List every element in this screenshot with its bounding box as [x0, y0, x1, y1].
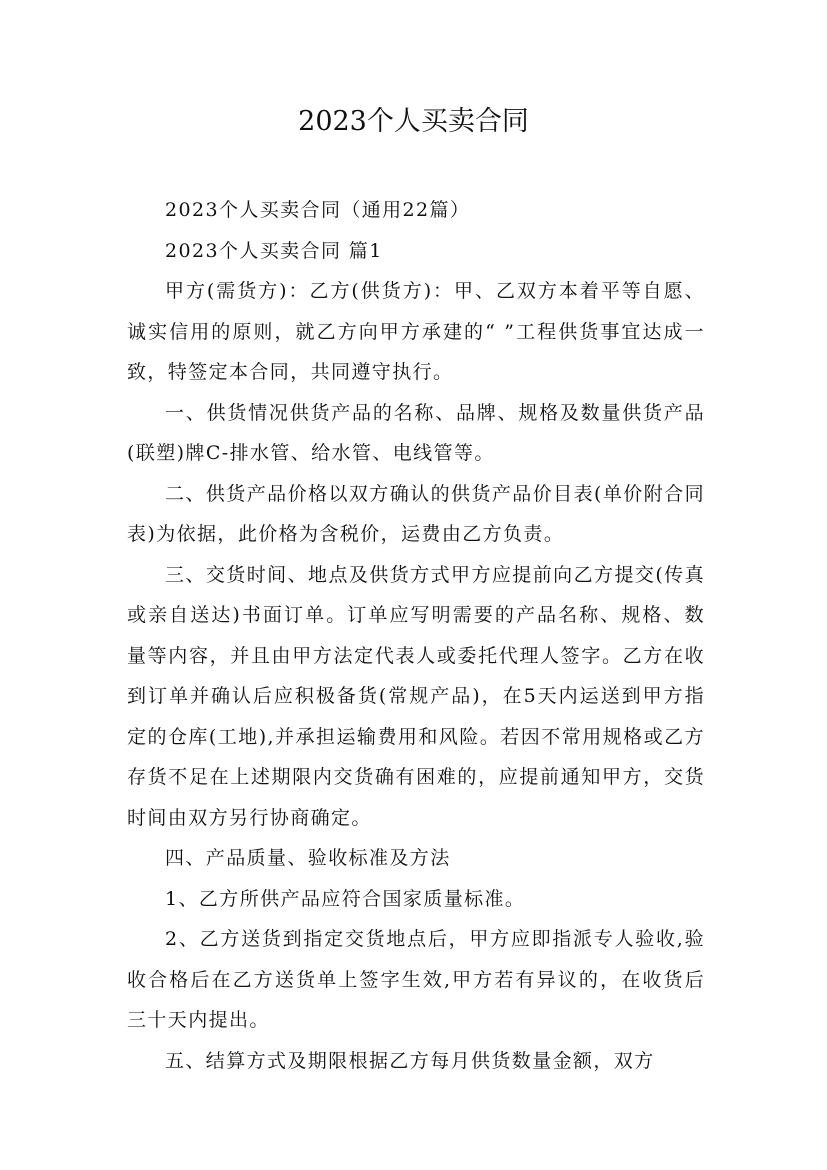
clause-price-paragraph: 二、供货产品价格以双方确认的供货产品价目表(单价附合同表)为依据，此价格为含税价，运费由乙方负责。	[127, 482, 705, 545]
document-title: 2023个人买卖合同	[298, 106, 529, 137]
section-heading: 2023个人买卖合同 篇1	[165, 239, 383, 262]
clause-supply-paragraph: 一、供货情况供货产品的名称、品牌、规格及数量供货产品(联塑)牌C-排水管、给水管、电线管等。	[127, 401, 705, 464]
subtitle-paragraph: 2023个人买卖合同（通用22篇）	[165, 199, 471, 221]
document-body	[127, 190, 705, 1081]
clause-delivery-paragraph: 三、交货时间、地点及供货方式甲方应提前向乙方提交(传真或亲自送达)书面订单。订单应写明需要的产品名称、规格、数量等内容，并且由甲方法定代表人或委托代理人签字。乙方在收到订单并确认后应积极备货(常规产品)，在5天内运送到甲方指定的仓库(工地),并承担运输费用和风险。若因不常用规格或乙方存货不足在上述期限内交货确有困难的，应提前通知甲方，交货时间由双方另行协商确定。	[127, 563, 705, 829]
parties-paragraph: 甲方(需货方)：乙方(供货方)：甲、乙双方本着平等自愿、诚实信用的原则，就乙方向甲方承建的“ ”工程供货事宜达成一致，特签定本合同，共同遵守执行。	[127, 280, 705, 383]
quality-item-2: 2、乙方送货到指定交货地点后，甲方应即指派专人验收,验收合格后在乙方送货单上签字生效,甲方若有异议的，在收货后三十天内提出。	[127, 928, 705, 1031]
clause-quality-heading: 四、产品质量、验收标准及方法	[165, 847, 451, 869]
clause-settlement-paragraph: 五、结算方式及期限根据乙方每月供货数量金额，双方	[165, 1049, 655, 1072]
quality-item-1: 1、乙方所供产品应符合国家质量标准。	[165, 887, 526, 910]
